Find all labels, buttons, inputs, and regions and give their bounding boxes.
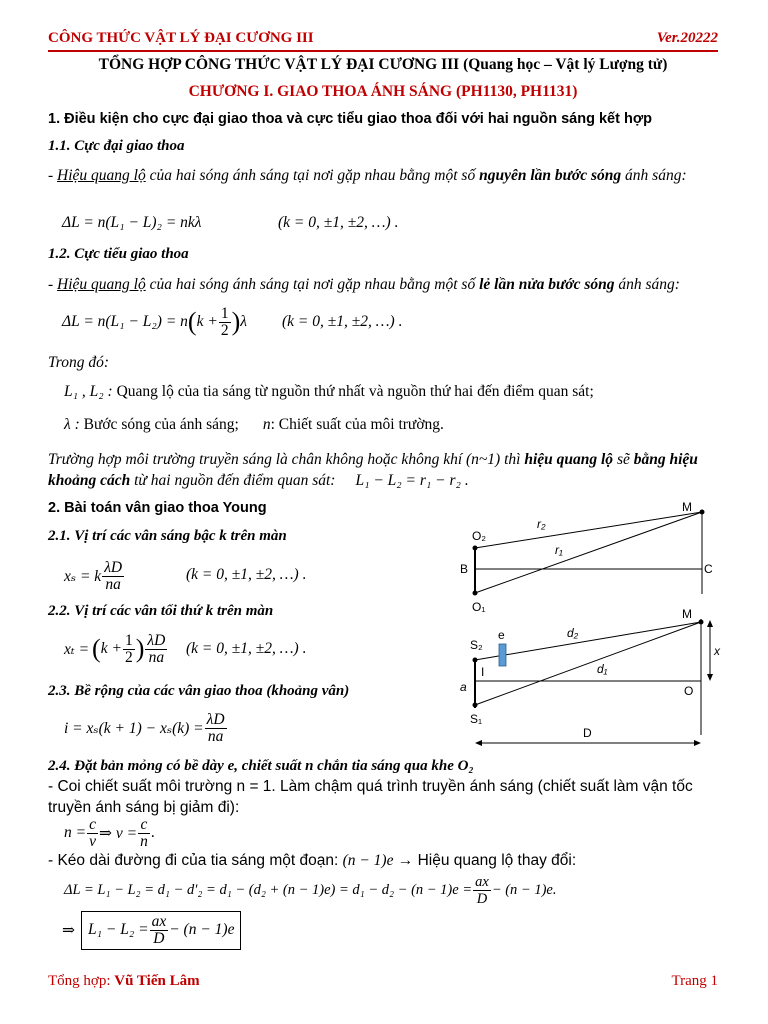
label-m: M bbox=[682, 607, 692, 621]
equation-bright-fringe: xₛ = k $\frac{\lambda D}{na}$ bbox=[64, 558, 123, 593]
footer-page-number: Trang 1 bbox=[671, 973, 718, 989]
ray-d1 bbox=[475, 622, 701, 705]
section-1-2-text: - Hiệu quang lộ của hai sóng ánh sáng tại nơi gặp nhau bằng một số lẻ lần nửa bước sóng ánh sáng: bbox=[48, 276, 680, 293]
d-arrow-right bbox=[694, 740, 701, 746]
section-2-2-title: 2.2. Vị trí các vân tối thứ k trên màn bbox=[48, 603, 274, 619]
definition-lambda-n: λ : Bước sóng của ánh sáng; n: Chiết suất của môi trường. bbox=[64, 416, 444, 433]
young-diagram-1 bbox=[455, 498, 725, 616]
condition-bright: (k = 0, ±1, ±2, …) . bbox=[186, 566, 307, 583]
label-r1: r₁ bbox=[555, 543, 563, 557]
equation-speed: n = $\frac{c}{v}$ ⇒ v = $\frac{c}{n}$ . bbox=[64, 815, 155, 850]
label-r2: r₂ bbox=[537, 517, 546, 531]
point-o2 bbox=[473, 546, 478, 551]
ray-d2 bbox=[475, 622, 701, 660]
equation-min: ΔL = n(L₁ − L₂) = n ( k + $\frac{1}{2}$ ) λ bbox=[62, 304, 247, 339]
equation-result-boxed: ⇒ L₁ − L₂ = $\frac{ax}{D}$ − (n − 1)e bbox=[62, 908, 241, 952]
section-1-1-text: - Hiệu quang lộ của hai sóng ánh sáng tại nơi gặp nhau bằng một số nguyên lần bước sóng ánh sáng: bbox=[48, 167, 687, 184]
section-1-2-title: 1.2. Cực tiểu giao thoa bbox=[48, 246, 189, 262]
label-e: e bbox=[498, 628, 505, 642]
d-arrow-left bbox=[475, 740, 482, 746]
point-o1 bbox=[473, 591, 478, 596]
header-version: Ver.20222 bbox=[656, 30, 718, 46]
section-2-4-text-2: - Kéo dài đường đi của tia sáng một đoạn: (n − 1)e → Hiệu quang lộ thay đổi: bbox=[48, 852, 577, 869]
label-o1: O₁ bbox=[472, 600, 486, 614]
label-d: D bbox=[583, 726, 592, 740]
label-a: a bbox=[460, 680, 467, 694]
label-s2: S₂ bbox=[470, 638, 483, 652]
section-2-4-title: 2.4. Đặt bản mỏng có bề dày e, chiết suất n chắn tia sáng qua khe O₂ bbox=[48, 758, 474, 774]
section-1-title: 1. Điều kiện cho cực đại giao thoa và cực tiểu giao thoa đối với hai nguồn sáng kết hợp bbox=[48, 111, 652, 127]
label-d1: d₁ bbox=[597, 662, 608, 676]
young-diagram-2 bbox=[455, 603, 735, 753]
header-divider bbox=[48, 50, 718, 52]
condition-dark: (k = 0, ±1, ±2, …) . bbox=[186, 640, 307, 657]
chapter-title: CHƯƠNG I. GIAO THOA ÁNH SÁNG (PH1130, PH1131) bbox=[188, 83, 578, 100]
label-s1: S₁ bbox=[470, 712, 483, 726]
thin-plate bbox=[499, 644, 506, 666]
condition-min: (k = 0, ±1, ±2, …) . bbox=[282, 313, 403, 330]
label-b: B bbox=[460, 562, 469, 576]
label-o2: O₂ bbox=[472, 529, 486, 543]
footer-label: Tổng hợp: bbox=[48, 973, 115, 989]
point-m bbox=[700, 510, 705, 515]
equation-max: ΔL = n(L₁ − L)₂ = nkλ bbox=[62, 214, 202, 231]
label-x: x bbox=[714, 644, 720, 658]
definition-L: L₁ , L₂ : Quang lộ của tia sáng từ nguồn thứ nhất và nguồn thứ hai đến điểm quan sát; bbox=[64, 383, 594, 400]
label-m: M bbox=[682, 500, 692, 514]
section-2-1-title: 2.1. Vị trí các vân sáng bậc k trên màn bbox=[48, 528, 287, 544]
where-label: Trong đó: bbox=[48, 354, 110, 371]
main-title: TỔNG HỢP CÔNG THỨC VẬT LÝ ĐẠI CƯƠNG III (Quang học – Vật lý Lượng tử) bbox=[98, 56, 668, 73]
page-footer bbox=[48, 973, 718, 990]
equation-fringe-width: i = xₛ(k + 1) − xₛ(k) = $\frac{\lambda D}{na}$ bbox=[64, 710, 225, 745]
point-s1 bbox=[473, 703, 478, 708]
condition-max: (k = 0, ±1, ±2, …) . bbox=[278, 214, 399, 231]
vacuum-note: Trường hợp môi trường truyền sáng là chân không hoặc không khí (n~1) thì hiệu quang lộ sẽ bằng hiệu khoảng cách từ hai nguồn đến điểm quan sát: L₁ − L₂ = r₁ − r₂ . bbox=[48, 451, 698, 489]
label-d2: d₂ bbox=[567, 626, 579, 640]
section-2-3-title: 2.3. Bề rộng của các vân giao thoa (khoảng vân) bbox=[48, 683, 350, 699]
footer-author: Vũ Tiến Lâm bbox=[114, 973, 200, 989]
section-2-title: 2. Bài toán vân giao thoa Young bbox=[48, 500, 267, 516]
ray-r1 bbox=[475, 512, 702, 593]
section-1-1-title: 1.1. Cực đại giao thoa bbox=[48, 138, 185, 154]
label-c: C bbox=[704, 562, 713, 576]
equation-path-difference: ΔL = L₁ − L₂ = d₁ − d′₂ = d₁ − (d₂ + (n − 1)e) = d₁ − d₂ − (n − 1)e = $\frac{ax}{D}$ − (n − 1)e. bbox=[64, 873, 557, 907]
section-2-4-text-1: - Coi chiết suất môi trường n = 1. Làm chậm quá trình truyền ánh sáng (chiết suất làm vận tốc truyền ánh sáng bị giảm đi): bbox=[48, 778, 693, 816]
x-arrow-bottom bbox=[707, 674, 713, 681]
point-s2 bbox=[473, 658, 478, 663]
label-i: I bbox=[481, 665, 485, 679]
point-m bbox=[699, 620, 704, 625]
x-arrow-top bbox=[707, 620, 713, 627]
label-o: O bbox=[684, 684, 694, 698]
equation-dark-fringe: xₜ = ( k + $\frac{1}{2}$ ) $\frac{\lambda D}{na}$ bbox=[64, 631, 166, 666]
header-title: CÔNG THỨC VẬT LÝ ĐẠI CƯƠNG III bbox=[48, 30, 314, 46]
ray-r2 bbox=[475, 512, 702, 548]
